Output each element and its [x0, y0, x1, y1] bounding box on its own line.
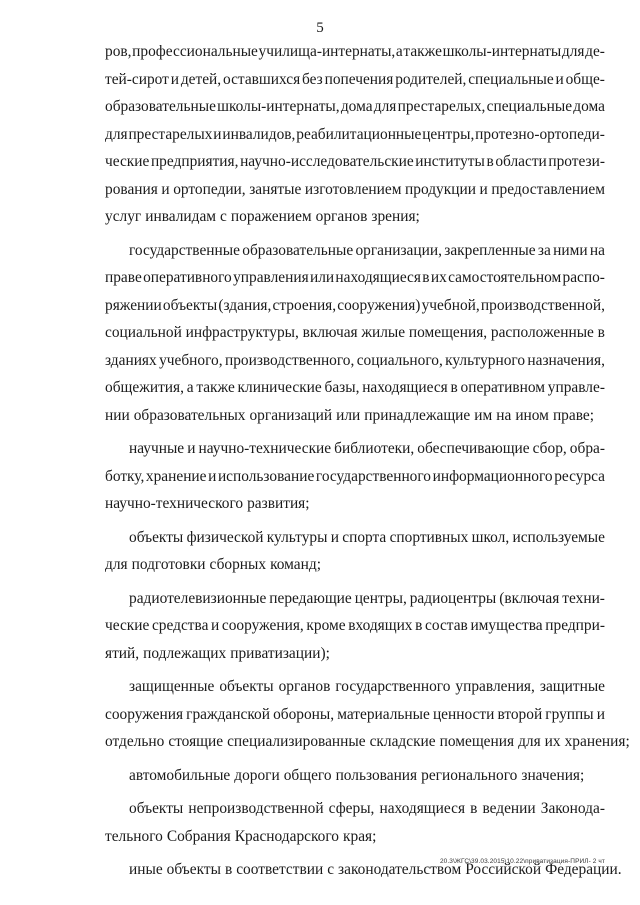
- paragraph: [105, 524, 605, 579]
- page-number: 5: [316, 20, 324, 36]
- text-line: общежития, а также клинические базы, находящиеся в оперативном управле-: [105, 379, 605, 396]
- text-line: иные объекты в соответствии с законодательством Российской Федерации.: [129, 861, 622, 878]
- text-line: образовательные школы-интернаты, дома для престарелых, специальные дома: [105, 98, 605, 115]
- text-line: сооружения гражданской обороны, материальные ценности второй группы и: [105, 705, 605, 723]
- text-line: услуг инвалидам с поражением органов зрения;: [105, 208, 420, 225]
- text-line: защищенные объекты органов государственного управления, защитные: [129, 678, 605, 695]
- text-line: ров, профессиональные училища-интернаты, а также школы-интернаты для де-: [105, 43, 605, 60]
- text-line: зданиях учебного, производственного, социального, культурного назначения,: [105, 351, 605, 369]
- document-body: [105, 38, 630, 890]
- paragraph: [105, 795, 605, 850]
- text-line: тельного Собрания Краснодарского края;: [105, 827, 377, 845]
- text-line: ческие предприятия, научно-исследовательские институты в области протези-: [105, 153, 605, 170]
- footer-file-reference: 20.3\ЖГС\39.03.2015\10.22\приватизация-ПРИЛ- 2 чт: [439, 858, 605, 865]
- text-line: для престарелых и инвалидов, реабилитационные центры, протезно-ортопеди-: [105, 125, 605, 143]
- paragraph: [105, 762, 605, 790]
- paragraph: [105, 673, 630, 756]
- text-line: для подготовки сборных команд;: [105, 556, 321, 573]
- paragraph: [105, 237, 605, 430]
- text-line: объекты физической культуры и спорта спортивных школ, используемые: [129, 528, 605, 546]
- text-line: ческие средства и сооружения, кроме входящих в состав имущества предпри-: [105, 617, 605, 634]
- text-line: научные и научно-технические библиотеки, обеспечивающие сбор, обра-: [129, 440, 605, 457]
- text-line: праве оперативного управления или находящиеся в их самостоятельном распо-: [105, 269, 605, 286]
- text-line: тей-сирот и детей, оставшихся без попечения родителей, специальные и обще-: [105, 70, 605, 88]
- text-line: радиотелевизионные передающие центры, радиоцентры (включая техни-: [129, 589, 605, 607]
- paragraph: [105, 435, 605, 518]
- text-line: объекты непроизводственной сферы, находящиеся в ведении Законода-: [129, 800, 605, 817]
- text-line: государственные образовательные организации, закрепленные за ними на: [129, 241, 605, 259]
- text-line: автомобильные дороги общего пользования регионального значения;: [129, 766, 585, 784]
- paragraph: [105, 585, 605, 668]
- text-line: ботку, хранение и использование государственного информационного ресурса: [105, 467, 605, 485]
- text-line: нии образовательных организаций или принадлежащие им на ином праве;: [105, 406, 594, 424]
- text-line: научно-технического развития;: [105, 495, 310, 512]
- text-line: отдельно стоящие специализированные складские помещения для их хранения;: [105, 733, 630, 750]
- text-line: ятий, подлежащих приватизации);: [105, 644, 330, 662]
- paragraph: [105, 38, 605, 231]
- text-line: ряжении объекты (здания, строения, сооружения) учебной, производственной,: [105, 296, 605, 314]
- text-line: рования и ортопедии, занятые изготовлением продукции и предоставлением: [105, 180, 605, 198]
- text-line: социальной инфраструктуры, включая жилые помещения, расположенные в: [105, 324, 605, 341]
